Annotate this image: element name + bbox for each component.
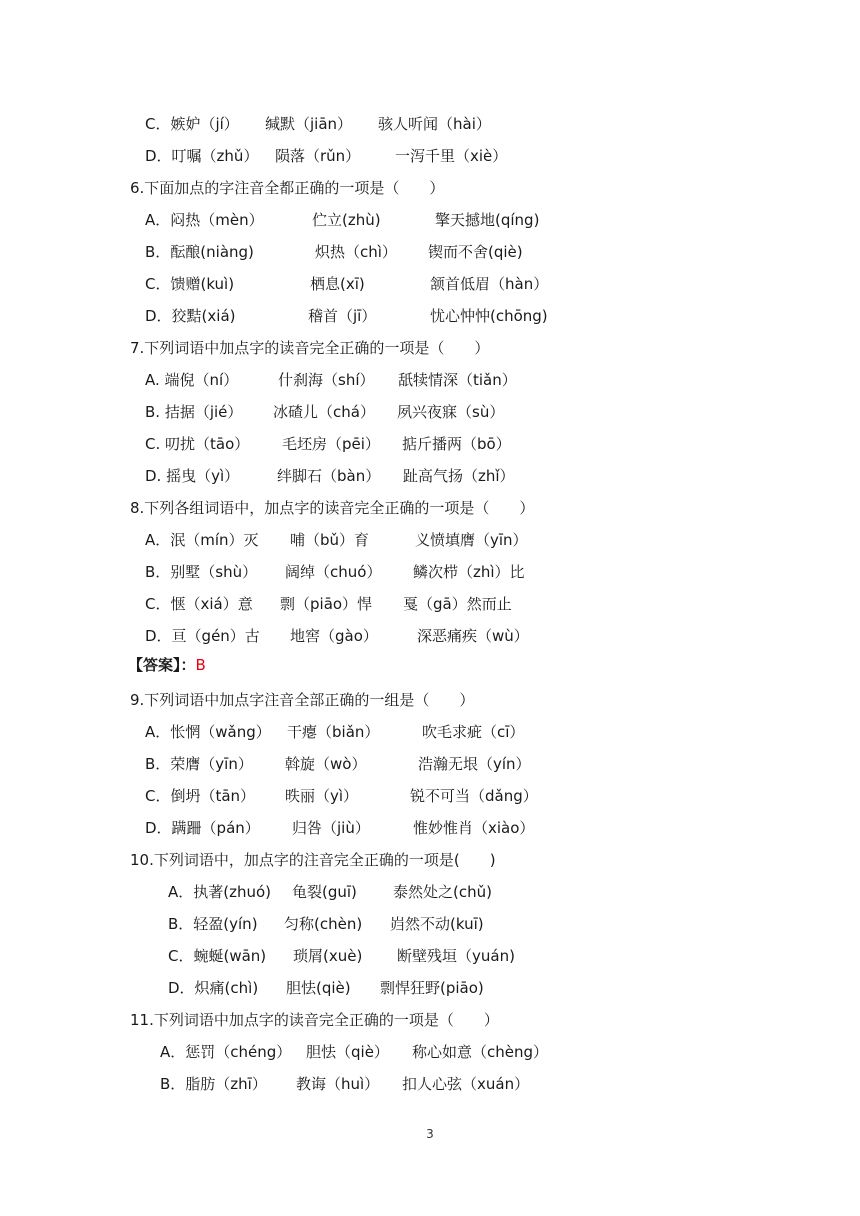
question-text: 11.下列词语中加点字的读音完全正确的一项是（ ） xyxy=(130,1011,499,1029)
option-term: 擎天撼地(qíng) xyxy=(435,211,540,229)
option-term: 斡旋（wò） xyxy=(285,755,367,773)
option-term: D．炽痛(chì) xyxy=(168,979,259,997)
option-term: D．亘（gén）古 xyxy=(145,627,260,645)
option-term: 琐屑(xuè) xyxy=(293,947,363,965)
option-term: C．嫉妒（jí） xyxy=(145,115,239,133)
option-term: 锐不可当（dǎng） xyxy=(410,787,538,805)
option-term: 夙兴夜寐（sù） xyxy=(397,403,505,421)
option-term: 绊脚石（bàn） xyxy=(277,467,381,485)
option-term: A．惩罚（chéng） xyxy=(160,1043,292,1061)
option-term: 惟妙惟肖（xiào） xyxy=(413,819,535,837)
question-text: 7.下列词语中加点字的读音完全正确的一项是（ ） xyxy=(130,339,490,357)
question-text: 9.下列词语中加点字注音全部正确的一组是（ ） xyxy=(130,691,475,709)
option-term: 缄默（jiān） xyxy=(265,115,353,133)
option-term: 浩瀚无垠（yín） xyxy=(418,755,531,773)
option-term: 哺（bǔ）育 xyxy=(290,531,370,549)
option-term: D．叮嘱（zhǔ） xyxy=(145,147,259,165)
option-term: 稽首（jī） xyxy=(308,307,377,325)
option-term: 深恶痛疾（wù） xyxy=(417,627,529,645)
option-term: 扣人心弦（xuán） xyxy=(402,1075,530,1093)
option-term: 一泻千里（xiè） xyxy=(395,147,508,165)
option-term: 义愤填膺（yīn） xyxy=(415,531,528,549)
question-text: 6.下面加点的字注音全都正确的一项是（ ） xyxy=(130,179,445,197)
option-term: 忧心忡忡(chōng) xyxy=(430,307,548,325)
option-term: B．荣膺（yīn） xyxy=(145,755,253,773)
option-term: 干瘪（biǎn） xyxy=(287,723,380,741)
option-term: 地窖（gào） xyxy=(290,627,378,645)
option-term: A. 端倪（ní） xyxy=(145,371,239,389)
option-term: 胆怯（qiè） xyxy=(306,1043,389,1061)
option-term: 什刹海（shí） xyxy=(278,371,375,389)
option-term: D. 摇曳（yì） xyxy=(145,467,240,485)
option-term: 吹毛求疵（cī） xyxy=(422,723,525,741)
option-term: 断壁残垣（yuán) xyxy=(397,947,515,965)
option-term: 炽热（chì） xyxy=(315,243,397,261)
option-term: A．执著(zhuó) xyxy=(168,883,272,901)
option-term: 归咎（jiù） xyxy=(292,819,370,837)
option-term: C．蜿蜒(wān) xyxy=(168,947,267,965)
option-term: 掂斤播两（bō） xyxy=(402,435,511,453)
option-term: 冰碴儿（chá） xyxy=(273,403,375,421)
option-term: 龟裂(guī) xyxy=(292,883,357,901)
option-term: C. 叨扰（tāo） xyxy=(145,435,250,453)
page-number: 3 xyxy=(426,1127,434,1141)
option-term: B．轻盈(yín) xyxy=(168,915,258,933)
option-term: 岿然不动(kuī) xyxy=(390,915,484,933)
option-term: B．别墅（shù） xyxy=(145,563,258,581)
option-term: C．馈赠(kuì) xyxy=(145,275,235,293)
answer-value: B xyxy=(195,656,206,674)
option-term: B．酝酿(niàng) xyxy=(145,243,254,261)
option-term: 戛（gā）然而止 xyxy=(403,595,512,613)
option-term: 称心如意（chèng） xyxy=(412,1043,549,1061)
option-term: 匀称(chèn) xyxy=(284,915,363,933)
option-term: B. 拮据（jié） xyxy=(145,403,243,421)
option-term: 陨落（rǔn） xyxy=(275,147,361,165)
option-term: 趾高气扬（zhǐ） xyxy=(403,467,515,485)
option-term: D．狡黠(xiá) xyxy=(145,307,236,325)
option-term: 胆怯(qiè) xyxy=(286,979,351,997)
option-term: 教诲（huì） xyxy=(296,1075,380,1093)
question-text: 8.下列各组词语中，加点字的读音完全正确的一项是（ ） xyxy=(130,499,535,517)
option-term: 昳丽（yì） xyxy=(285,787,359,805)
answer-line xyxy=(128,655,206,675)
option-term: 骇人听闻（hài） xyxy=(378,115,491,133)
option-term: C．惬（xiá）意 xyxy=(145,595,253,613)
answer-label: 【答案】： xyxy=(128,656,196,674)
option-term: A．怅惘（wǎng） xyxy=(145,723,271,741)
option-term: 泰然处之(chǔ) xyxy=(393,883,492,901)
option-term: C．倒坍（tān） xyxy=(145,787,256,805)
option-term: 毛坯房（pēi） xyxy=(282,435,380,453)
option-term: D．蹒跚（pán） xyxy=(145,819,260,837)
option-term: 颔首低眉（hàn） xyxy=(430,275,549,293)
option-term: A．闷热（mèn） xyxy=(145,211,264,229)
option-term: A．泯（mín）灭 xyxy=(145,531,259,549)
option-term: B．脂肪（zhī） xyxy=(160,1075,267,1093)
option-term: 鳞次栉（zhì）比 xyxy=(413,563,525,581)
option-term: 剽（piāo）悍 xyxy=(280,595,373,613)
option-term: 舐犊情深（tiǎn） xyxy=(398,371,517,389)
option-term: 锲而不舍(qiè) xyxy=(428,243,523,261)
question-text: 10.下列词语中，加点字的注音完全正确的一项是( ) xyxy=(130,851,496,869)
option-term: 阔绰（chuó） xyxy=(285,563,382,581)
option-term: 伫立(zhù) xyxy=(312,211,381,229)
option-term: 栖息(xī) xyxy=(310,275,365,293)
option-term: 剽悍狂野(piāo) xyxy=(380,979,484,997)
